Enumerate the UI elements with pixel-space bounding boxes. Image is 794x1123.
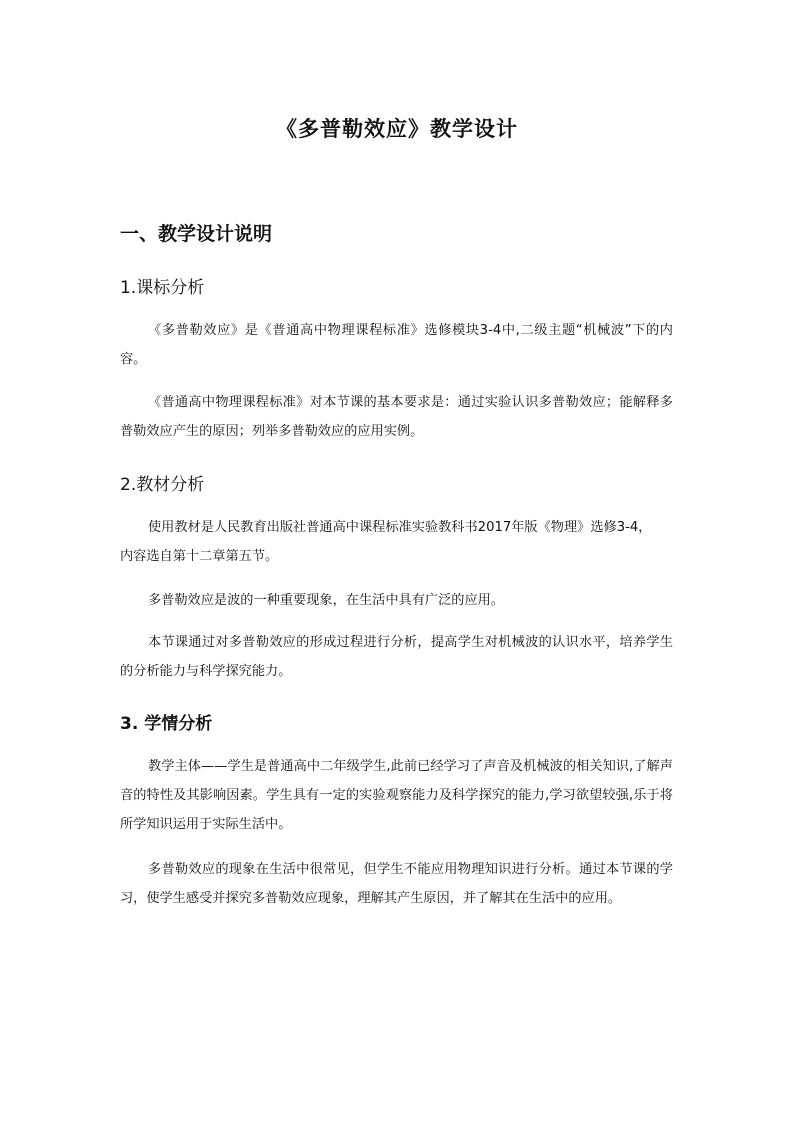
paragraph-textbook-3: 本节课通过对多普勒效应的形成过程进行分析，提高学生对机械波的认识水平，培养学生的分析能力与科学探究能力。 [120, 635, 673, 679]
paragraph-textbook-2: 多普勒效应是波的一种重要现象，在生活中具有广泛的应用。 [148, 593, 505, 608]
paragraph-learner-2: 多普勒效应的现象在生活中很常见，但学生不能应用物理知识进行分析。通过本节课的学习，使学生感受并探究多普勒效应现象，理解其产生原因，并了解其在生活中的应用。 [120, 862, 673, 906]
paragraph-textbook-1: 使用教材是人民教育出版社普通高中课程标准实验教科书2017年版《物理》选修3-4，内容选自第十二章第五节。 [120, 520, 652, 564]
subheading-textbook-analysis: 2.教材分析 [120, 475, 205, 495]
section-heading-design-notes: 一、教学设计说明 [120, 223, 273, 245]
page-title: 《多普勒效应》教学设计 [276, 117, 518, 141]
paragraph-curriculum-2: 《普通高中物理课程标准》对本节课的基本要求是：通过实验认识多普勒效应；能解释多普勒效应产生的原因；列举多普勒效应的应用实例。 [120, 395, 673, 439]
paragraph-learner-1: 教学主体——学生是普通高中二年级学生,此前已经学习了声音及机械波的相关知识,了解声音的特性及其影响因素。学生具有一定的实验观察能力及科学探究的能力,学习欲望较强,乐于将所学知识运用于实际生活中。 [120, 759, 673, 832]
subheading-learner-analysis: 3. 学情分析 [120, 714, 213, 734]
subheading-curriculum-analysis: 1.课标分析 [120, 278, 205, 298]
paragraph-curriculum-1: 《多普勒效应》是《普通高中物理课程标准》选修模块3-4中,二级主题“机械波”下的内容。 [120, 323, 673, 367]
